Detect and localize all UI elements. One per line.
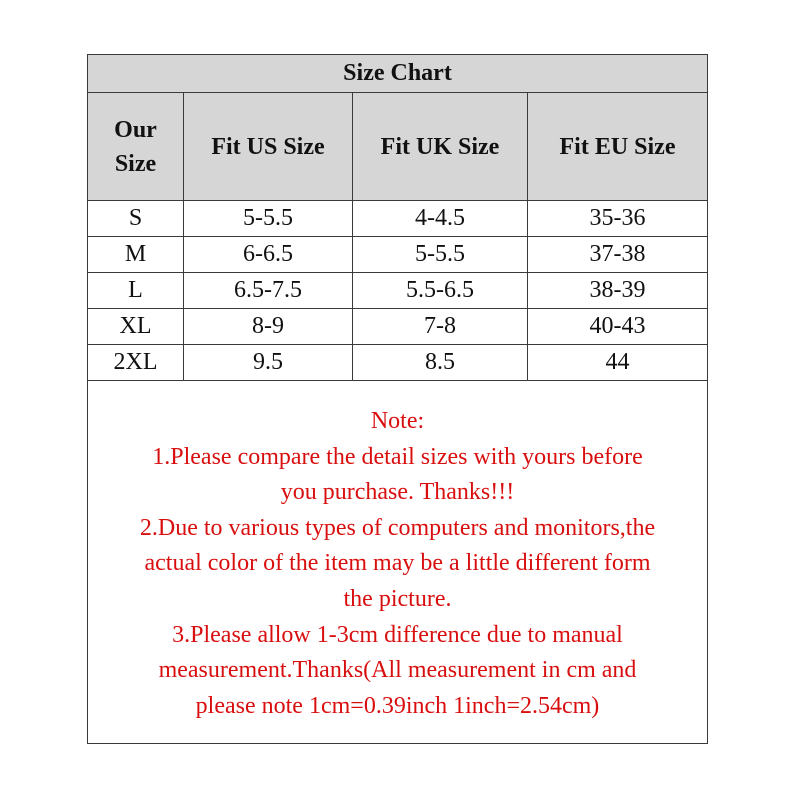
header-row: [88, 93, 707, 201]
table-row: [88, 345, 707, 381]
note-line: 1.Please compare the detail sizes with yours before: [152, 443, 643, 470]
cell-eu-size: 44: [605, 349, 630, 375]
table-row: [88, 237, 707, 273]
cell-us-size: 6.5-7.5: [184, 273, 353, 308]
cell-uk-size: 5.5-6.5: [353, 273, 528, 308]
note-line: 3.Please allow 1-3cm difference due to manual: [172, 621, 623, 648]
cell-our-size: M: [88, 237, 184, 272]
table-row: [88, 201, 707, 237]
cell-eu-size: 35-36: [589, 205, 646, 231]
cell-us-size: 8-9: [184, 309, 353, 344]
cell-eu-size: 38-39: [589, 277, 646, 303]
size-rows: [88, 201, 707, 381]
cell-our-size: S: [88, 201, 184, 236]
cell-our-size: XL: [88, 309, 184, 344]
note-line: actual color of the item may be a little different form: [144, 550, 651, 577]
header-uk-size: Fit UK Size: [353, 93, 528, 200]
notes-section: [88, 382, 707, 742]
cell-our-size: L: [88, 273, 184, 308]
header-us-size: Fit US Size: [184, 93, 353, 200]
cell-our-size: 2XL: [88, 345, 184, 380]
cell-uk-size: 7-8: [353, 309, 528, 344]
cell-uk-size: 4-4.5: [353, 201, 528, 236]
note-line: 2.Due to various types of computers and monitors,the: [139, 514, 656, 541]
cell-us-size: 6-6.5: [184, 237, 353, 272]
note-line: measurement.Thanks(All measurement in cm and: [158, 657, 637, 684]
note-line: you purchase. Thanks!!!: [280, 479, 515, 506]
header-our-size-line2: Size: [114, 150, 157, 177]
cell-uk-size: 8.5: [353, 345, 528, 380]
header-our-size-line1: Our: [114, 116, 157, 143]
cell-us-size: 5-5.5: [184, 201, 353, 236]
note-line: the picture.: [343, 585, 452, 612]
table-row: [88, 309, 707, 345]
cell-eu-size: 37-38: [589, 241, 646, 267]
header-our-size: [88, 93, 184, 200]
cell-eu-size: 40-43: [589, 313, 646, 339]
cell-us-size: 9.5: [184, 345, 353, 380]
table-row: [88, 273, 707, 309]
note-heading: Note:: [370, 408, 425, 434]
header-eu-size: Fit EU Size: [559, 133, 676, 160]
cell-uk-size: 5-5.5: [353, 237, 528, 272]
note-line: please note 1cm=0.39inch 1inch=2.54cm): [195, 692, 600, 719]
size-chart-table: [87, 54, 708, 744]
chart-title: Size Chart: [88, 55, 707, 93]
